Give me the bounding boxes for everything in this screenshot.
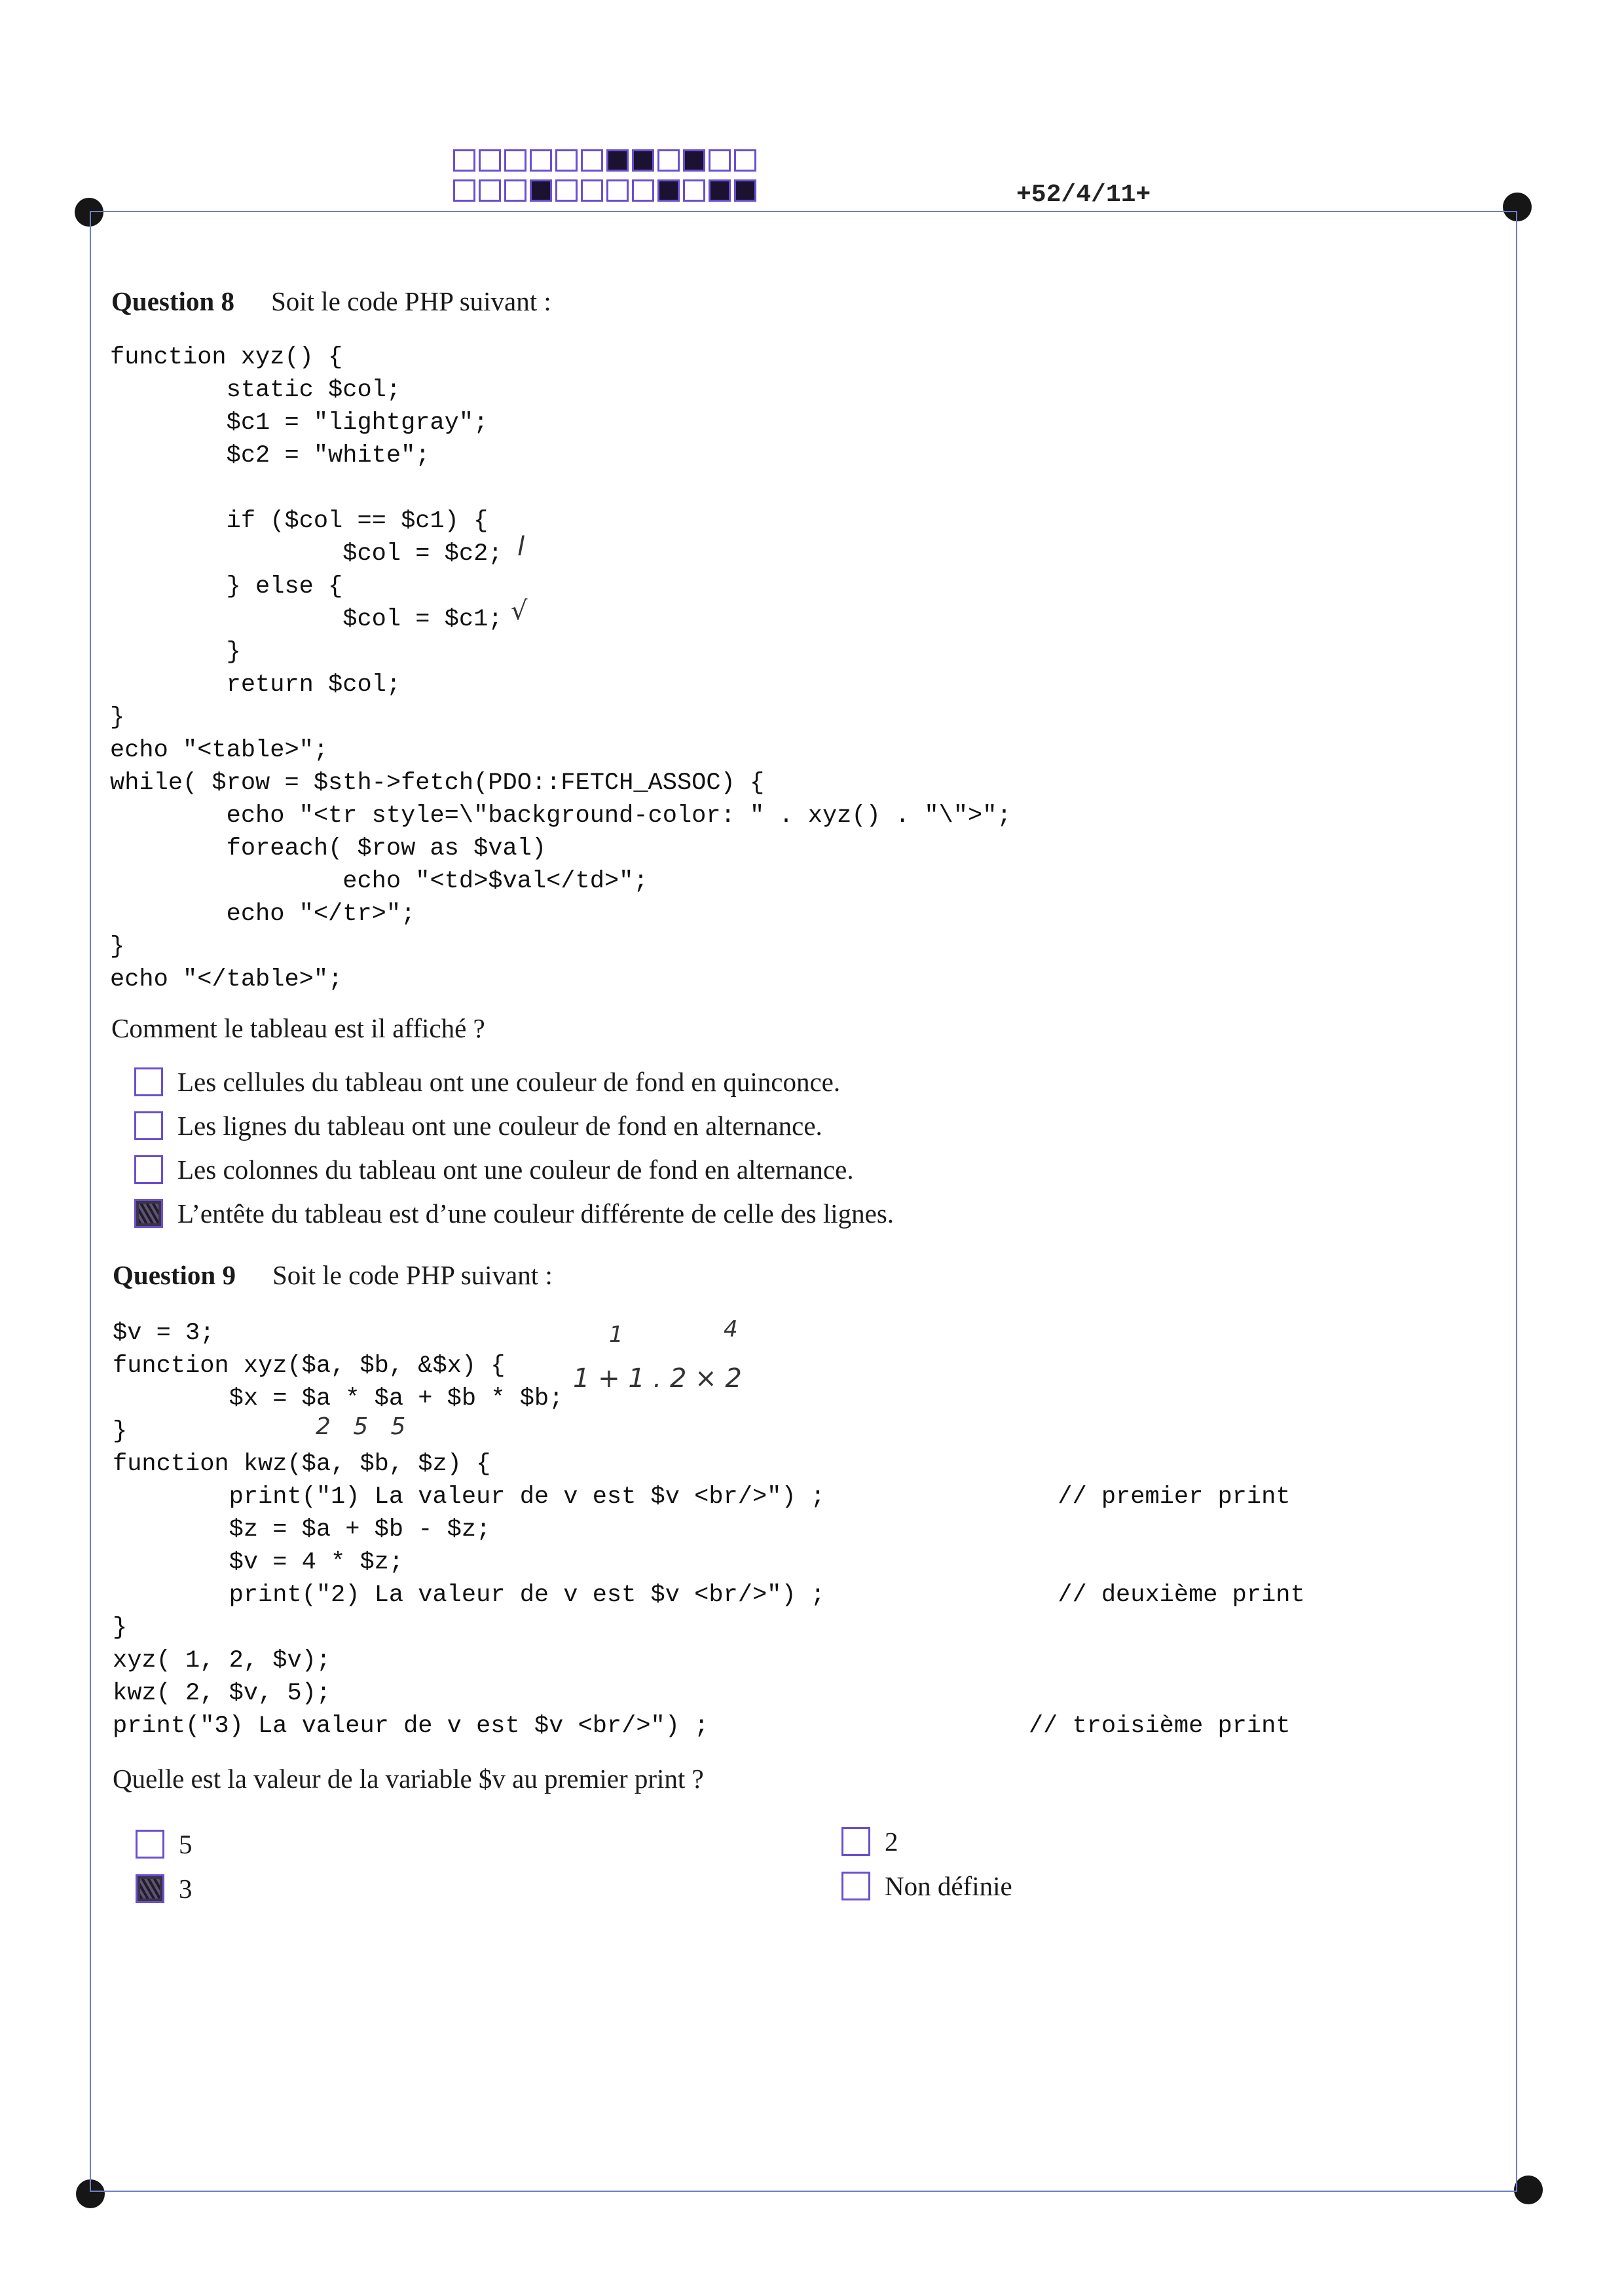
barcode-cell [709,179,731,202]
barcode-cell [709,149,731,172]
barcode-cell [479,149,501,172]
q9-choice-3-checkbox[interactable] [841,1827,870,1856]
barcode-cell [504,179,526,202]
question-9-intro: Soit le code PHP suivant : [272,1260,553,1290]
barcode-cell [683,149,705,172]
barcode-cell [632,149,654,172]
q8-choice-3-checkbox[interactable] [134,1155,163,1184]
barcode-cell [581,149,603,172]
handwritten-note-q9-mid: 1 + 1 . 2 × 2 [573,1363,742,1394]
q9-choice-2[interactable] [136,1873,193,1904]
q8-choice-1-checkbox[interactable] [134,1067,163,1096]
question-9-code: $v = 3; function xyz($a, $b, &$x) { $x = $a * $a + $b * $b; } function kwz($a, $b, $z) { print("1) La valeur de v est $v <br/>") ; // premier print $z = $a + $b - $z; $v = 4 * $z; print("2) La valeur de v est $v <br/>") ; // deuxième print } xyz( 1, 2, $v); kwz( 2, $v, 5); print("3) La valeur de v est $v <br/>") ; // troisième print [113,1320,1305,1740]
q8-choice-2[interactable] [134,1110,822,1141]
q8-choice-4[interactable] [134,1198,894,1229]
q8-choice-2-checkbox[interactable] [134,1111,163,1140]
question-8-label: Question 8 [111,286,234,316]
barcode-cell [683,179,705,202]
handwritten-mark-q8-2: √ [511,596,528,626]
barcode-row [453,149,760,172]
question-9-title [113,1259,553,1291]
question-8-prompt: Comment le tableau est il affiché ? [111,1013,485,1043]
q9-choice-3-label: 2 [885,1826,898,1857]
exam-id: +52/4/11+ [1016,181,1151,209]
barcode-cell [453,149,475,172]
barcode-cell [555,149,578,172]
handwritten-note-q9-bottom: 2 5 5 [316,1413,406,1440]
question-9-prompt: Quelle est la valeur de la variable $v au premier print ? [113,1764,704,1794]
barcode-cell [530,149,552,172]
barcode-cell [734,149,756,172]
q8-choice-1-label: Les cellules du tableau ont une couleur de fond en quinconce. [177,1067,841,1097]
q9-choice-4-label: Non définie [885,1871,1012,1901]
question-9-label: Question 9 [113,1260,236,1290]
barcode-cell [606,149,629,172]
q9-choice-2-label: 3 [179,1874,193,1904]
barcode-cell [555,179,578,202]
barcode-cell [530,179,552,202]
handwritten-mark-q8-1: l [517,532,525,562]
q9-choice-3[interactable] [841,1826,898,1857]
q9-choice-1[interactable] [136,1828,193,1860]
barcode-cell [581,179,603,202]
question-8-intro: Soit le code PHP suivant : [270,286,551,316]
q8-choice-1[interactable] [134,1066,840,1098]
q9-choice-1-label: 5 [179,1829,193,1859]
barcode-cell [453,179,475,202]
q8-choice-3[interactable] [134,1154,854,1185]
q9-choice-2-checkbox[interactable] [136,1874,164,1903]
barcode-cell [504,149,526,172]
barcode-row [453,179,760,202]
q8-choice-2-label: Les lignes du tableau ont une couleur de fond en alternance. [177,1111,822,1141]
question-8-code: function xyz() { static $col; $c1 = "lightgray"; $c2 = "white"; if ($col == $c1) { $col = $c2; } else { $col = $c1; } return $col; } echo "<table>"; while( $row = $sth->fetch(PDO::FETCH_ASSOC) { echo "<tr style=\"background-color: " . xyz() . "\">"; foreach( $row as $val) echo "<td>$val</td>"; echo "</tr>"; } echo "</table>"; [110,344,1012,993]
q9-choice-1-checkbox[interactable] [136,1830,164,1859]
barcode-cell [657,149,680,172]
barcode-cell [657,179,680,202]
q9-choice-4[interactable] [841,1870,1012,1902]
corner-mark-bottom-right [1514,2176,1543,2204]
barcode-cell [479,179,501,202]
handwritten-note-q9-top-1: 1 [609,1322,623,1348]
q8-choice-4-checkbox[interactable] [134,1199,163,1228]
handwritten-note-q9-top-2: 4 [724,1316,738,1342]
q8-choice-3-label: Les colonnes du tableau ont une couleur de fond en alternance. [177,1155,854,1185]
barcode-cell [734,179,756,202]
sheet-barcode [453,149,760,210]
q8-choice-4-label: L’entête du tableau est d’une couleur différente de celle des lignes. [177,1198,895,1229]
barcode-cell [632,179,654,202]
barcode-cell [606,179,629,202]
q9-choice-4-checkbox[interactable] [841,1872,870,1900]
question-8-title [111,286,551,317]
